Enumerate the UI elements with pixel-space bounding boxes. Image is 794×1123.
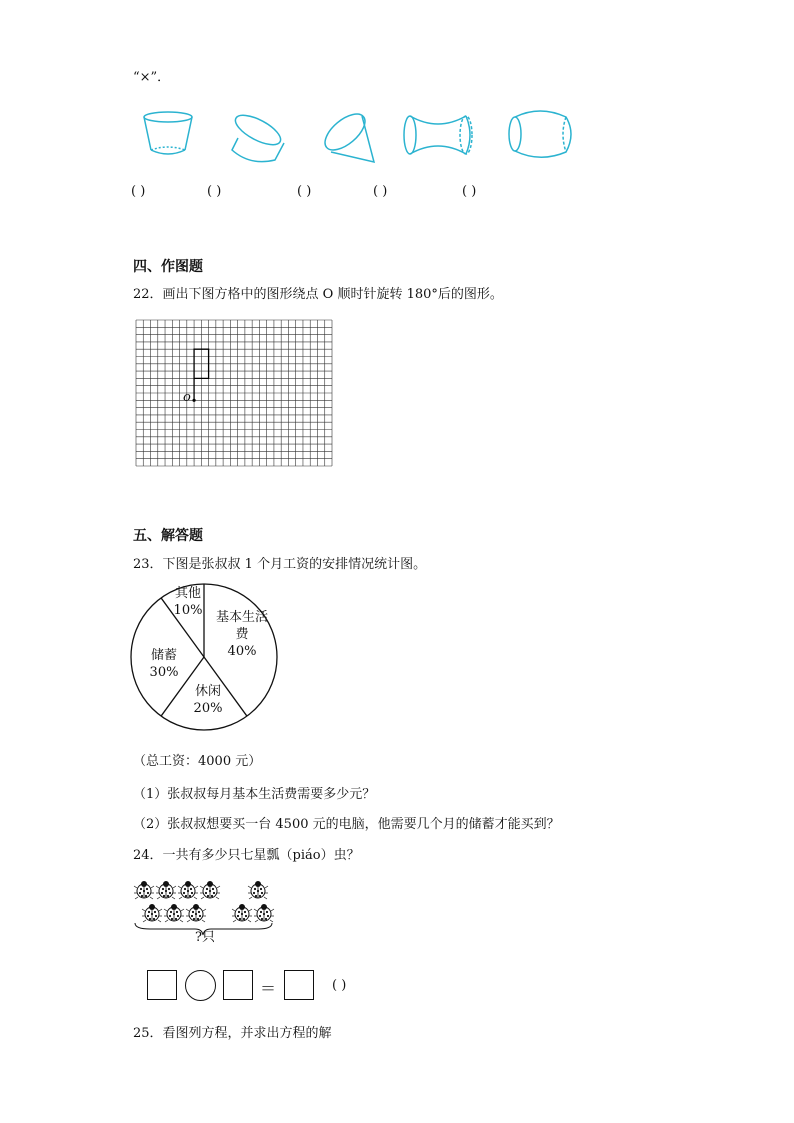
q22-text: 22．画出下图方格中的图形绕点 O 顺时针旋转 180°后的图形。	[133, 287, 503, 302]
section-5-heading: 五、解答题	[133, 528, 203, 544]
ladybug-icon	[254, 904, 274, 922]
equals-sign: ＝	[260, 979, 277, 998]
point-o-label: o	[183, 390, 191, 405]
answer-blank-4[interactable]: ( )	[373, 184, 388, 199]
q23-sub1: （1）张叔叔每月基本生活费需要多少元？	[133, 787, 376, 802]
ladybug-icon	[142, 904, 162, 922]
square-grid[interactable]	[136, 320, 332, 466]
pie-label: 20%	[193, 701, 223, 716]
pie-label: 费	[235, 627, 249, 642]
ladybug-icon	[164, 904, 184, 922]
q23-text: 23．下图是张叔叔 1 个月工资的安排情况统计图。	[133, 557, 427, 572]
answer-blank-1[interactable]: ( )	[131, 184, 146, 199]
salary-pie-chart	[130, 583, 300, 733]
frustum-cup-icon	[144, 112, 192, 154]
pie-label: 休闲	[194, 684, 222, 699]
q21-tail-text: “×”．	[133, 70, 171, 85]
tilted-cylinder-icon	[231, 109, 285, 161]
q25-text: 25．看图列方程，并求出方程的解	[133, 1026, 332, 1041]
ladybug-icon	[156, 881, 176, 899]
answer-blank-2[interactable]: ( )	[207, 184, 222, 199]
q23-total: （总工资：4000 元）	[133, 754, 262, 769]
bowtie-solid-icon	[404, 116, 472, 154]
pie-label: 基本生活	[215, 610, 269, 625]
unit-blank[interactable]: ( )	[332, 978, 347, 993]
operator-circle[interactable]	[185, 970, 216, 1001]
pie-label: 40%	[227, 644, 257, 659]
equation-box-result[interactable]	[284, 970, 314, 1000]
equation-box-1[interactable]	[147, 970, 177, 1000]
brace-label: ?只	[195, 930, 215, 945]
pie-label: 其他	[174, 586, 202, 601]
q23-sub2: （2）张叔叔想要买一台 4500 元的电脑，他需要几个月的储蓄才能买到？	[133, 817, 560, 832]
q24-text: 24．一共有多少只七星瓢（piáo）虫？	[133, 848, 360, 863]
barrel-solid-icon	[509, 111, 571, 157]
ladybug-icon	[178, 881, 198, 899]
section-4-heading: 四、作图题	[133, 259, 203, 275]
solid-figures	[0, 100, 794, 180]
pie-label: 10%	[173, 603, 203, 618]
ladybug-icon	[186, 904, 206, 922]
ladybug-icon	[134, 881, 154, 899]
point-o	[192, 399, 195, 402]
cone-icon	[319, 107, 374, 162]
ladybug-icon	[200, 881, 220, 899]
pie-label: 30%	[149, 665, 179, 680]
ladybug-icon	[232, 904, 252, 922]
answer-blank-3[interactable]: ( )	[297, 184, 312, 199]
equation-box-2[interactable]	[223, 970, 253, 1000]
pie-label: 储蓄	[150, 648, 178, 663]
answer-blank-5[interactable]: ( )	[462, 184, 477, 199]
ladybug-icon	[248, 881, 268, 899]
